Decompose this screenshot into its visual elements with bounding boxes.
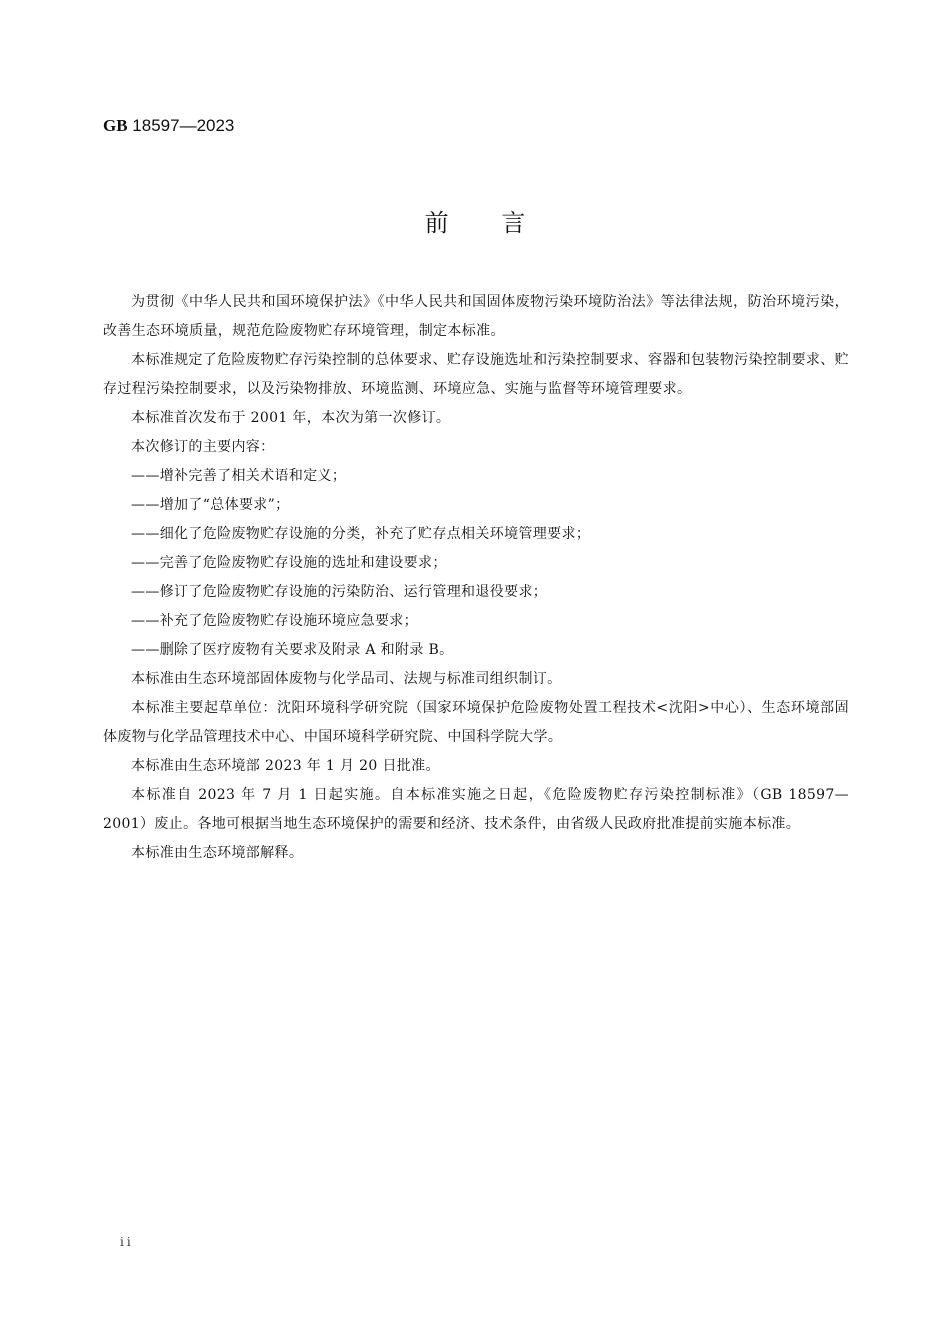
paragraph-history: 本标准首次发布于 2001 年，本次为第一次修订。	[131, 410, 451, 426]
document-header	[103, 115, 234, 137]
paragraph-approval: 本标准由生态环境部 2023 年 1 月 20 日批准。	[131, 758, 440, 774]
page-title: 前言	[424, 209, 579, 237]
paragraph-purpose: 为贯彻《中华人民共和国环境保护法》《中华人民共和国固体废物污染环境防治法》等法律法规，防治环境污染，改善生态环境质量，规范危险废物贮存环境管理，制定本标准。	[103, 294, 849, 339]
foreword-body	[103, 288, 849, 868]
paragraph-scope: 本标准规定了危险废物贮存污染控制的总体要求、贮存设施选址和污染控制要求、容器和包装物污染控制要求、贮存过程污染控制要求，以及污染物排放、环境监测、环境应急、实施与监督等环境管理要求。	[103, 352, 849, 397]
revision-item: ——删除了医疗废物有关要求及附录 A 和附录 B。	[131, 642, 454, 658]
page-number: ii	[120, 1235, 134, 1249]
paragraph-drafting-units: 本标准主要起草单位：沈阳环境科学研究院（国家环境保护危险废物处置工程技术<沈阳>中心）、生态环境部固体废物与化学品管理技术中心、中国环境科学研究院、中国科学院大学。	[103, 700, 849, 745]
paragraph-revision-intro: 本次修订的主要内容：	[131, 439, 275, 455]
paragraph-implementation: 本标准自 2023 年 7 月 1 日起实施。自本标准实施之日起，《危险废物贮存污染控制标准》（GB 18597—2001）废止。各地可根据当地生态环境保护的需要和经济、技术条件，由省级人民政府批准提前实施本标准。	[103, 787, 849, 832]
revision-item: ——增补完善了相关术语和定义；	[131, 468, 347, 484]
revision-item: ——细化了危险废物贮存设施的分类，补充了贮存点相关环境管理要求；	[131, 526, 591, 542]
revision-item: ——修订了危险废物贮存设施的污染防治、运行管理和退役要求；	[131, 584, 548, 600]
revision-item: ——补充了危险废物贮存设施环境应急要求；	[131, 613, 418, 629]
standard-prefix: GB	[103, 116, 128, 135]
revision-item: ——完善了危险废物贮存设施的选址和建设要求；	[131, 555, 447, 571]
paragraph-interpretation: 本标准由生态环境部解释。	[131, 845, 304, 861]
revision-item: ——增加了“总体要求”；	[131, 497, 290, 513]
paragraph-organizer: 本标准由生态环境部固体废物与化学品司、法规与标准司组织制订。	[131, 671, 562, 687]
standard-number: 18597—2023	[132, 116, 235, 135]
